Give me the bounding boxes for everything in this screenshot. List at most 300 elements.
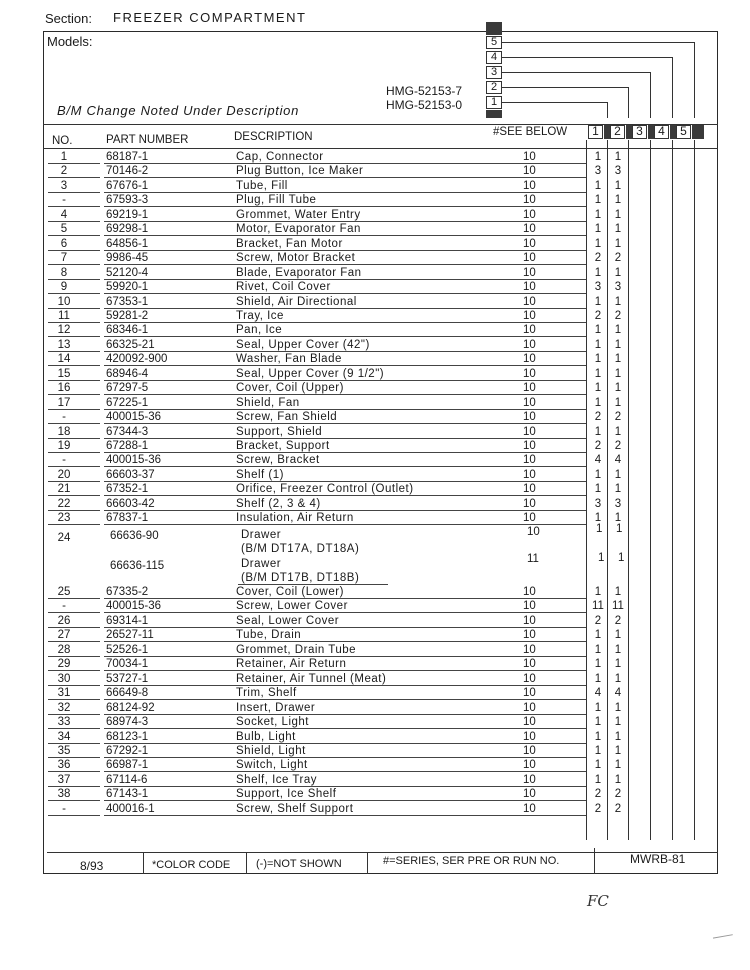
connector-5-h <box>502 42 694 43</box>
table-row <box>0 686 750 700</box>
model-col-1: 1 <box>588 125 603 139</box>
part-description: Insulation, Air Return <box>236 512 354 525</box>
qty-model-2: 3 <box>614 281 622 294</box>
see-below-value: 10 <box>523 440 536 452</box>
connector-5-v <box>694 42 695 118</box>
see-below-value: 10 <box>523 309 536 322</box>
part-number: 68123-1 <box>106 730 149 743</box>
item-number: 20 <box>57 468 71 481</box>
drawer-note-a: (B/M DT17A, DT18A) <box>241 543 360 555</box>
part-number: 67335-2 <box>106 586 149 598</box>
table-row <box>0 410 750 424</box>
connector-1-h <box>502 102 607 103</box>
qty-model-1: 1 <box>594 512 602 525</box>
item-number: 19 <box>57 440 71 452</box>
part-description: Screw, Bracket <box>236 454 320 467</box>
model-number-7: HMG-52153-7 <box>386 84 463 98</box>
part-description: Cover, Coil (Lower) <box>236 586 344 598</box>
table-row <box>0 381 750 395</box>
qty-model-1: 1 <box>594 483 602 496</box>
qty-model-2: 2 <box>614 411 622 424</box>
item-number: 30 <box>57 672 71 685</box>
item-number: 12 <box>57 324 71 337</box>
part-number: 67288-1 <box>106 440 149 452</box>
table-row <box>0 585 750 599</box>
section-value: FREEZER COMPARTMENT <box>113 10 307 25</box>
table-row <box>0 744 750 758</box>
item-number: 22 <box>57 497 71 510</box>
qty-model-2: 1 <box>614 512 622 525</box>
part-description: Motor, Evaporator Fan <box>236 223 361 236</box>
item-number: 25 <box>57 586 71 598</box>
qty-model-2: 1 <box>614 396 622 409</box>
qty-model-1: 1 <box>594 658 602 671</box>
qty-model-2: 1 <box>614 773 622 786</box>
part-description: Screw, Shelf Support <box>236 802 354 815</box>
see-below-value: 10 <box>523 266 536 279</box>
model-col-5: 5 <box>676 125 691 139</box>
item-number: 11 <box>58 309 70 322</box>
qty-model-1: 1 <box>594 353 602 366</box>
table-row <box>0 150 750 164</box>
part-number: 52526-1 <box>106 643 149 656</box>
drawer-note-b: (B/M DT17B, DT18B) <box>241 572 360 584</box>
part-number: 67344-3 <box>106 425 149 438</box>
table-row <box>0 352 750 366</box>
part-number: 9986-45 <box>106 252 149 265</box>
item-number: 4 <box>60 208 68 221</box>
item-number: 32 <box>57 701 71 714</box>
qty-model-1: 1 <box>594 266 602 279</box>
item-number: 15 <box>57 367 71 380</box>
qty-model-2: 1 <box>614 237 622 250</box>
drawer-see-a: 10 <box>527 526 540 538</box>
table-row <box>0 758 750 772</box>
table-row <box>0 251 750 265</box>
qty-model-2: 1 <box>614 716 622 729</box>
table-row <box>0 164 750 178</box>
table-row <box>0 773 750 787</box>
qty-model-1: 3 <box>594 281 602 294</box>
part-number: 67114-6 <box>106 773 148 786</box>
item-number: 8 <box>60 266 68 279</box>
item-number: 35 <box>57 744 71 757</box>
qty-model-1: 1 <box>594 237 602 250</box>
row-underline-main <box>104 815 586 816</box>
drawer-qty-b1: 1 <box>598 552 605 564</box>
qty-model-2: 1 <box>614 701 622 714</box>
see-below-value: 10 <box>523 223 536 236</box>
connector-4-h <box>502 57 672 58</box>
part-description: Screw, Motor Bracket <box>236 252 356 265</box>
table-row <box>0 323 750 337</box>
see-below-value: 10 <box>523 716 536 729</box>
see-below-value: 10 <box>523 151 536 163</box>
item-number: 38 <box>57 788 71 801</box>
part-description: Shield, Light <box>236 744 306 757</box>
table-row <box>0 468 750 482</box>
part-number: 67593-3 <box>106 194 149 207</box>
part-number: 26527-11 <box>106 629 154 642</box>
qty-model-2: 1 <box>614 208 622 221</box>
item-number: 27 <box>57 629 71 642</box>
series-box-5: 5 <box>486 36 502 49</box>
qty-model-2: 1 <box>614 353 622 366</box>
qty-model-1: 1 <box>594 643 602 656</box>
qty-model-1: 1 <box>594 716 602 729</box>
footer-series-note: #=SERIES, SER PRE OR RUN NO. <box>383 855 560 867</box>
col-header-see-below: #SEE BELOW <box>493 126 568 138</box>
model-col-4: 4 <box>654 125 669 139</box>
row-underline-left <box>48 524 100 525</box>
table-row <box>0 208 750 222</box>
series-box-1: 1 <box>486 96 502 109</box>
part-description: Seal, Upper Cover (9 1/2") <box>236 367 385 380</box>
part-number: 66987-1 <box>106 759 149 772</box>
part-number: 66603-37 <box>106 468 155 481</box>
drawer-qty-a2: 1 <box>616 523 623 535</box>
part-number: 400016-1 <box>106 802 155 815</box>
item-number: 21 <box>57 483 71 496</box>
part-number: 69314-1 <box>106 614 149 627</box>
see-below-value: 10 <box>523 382 536 395</box>
see-below-value: 10 <box>523 643 536 656</box>
part-description: Plug, Fill Tube <box>236 194 317 207</box>
item-number: 7 <box>60 252 68 265</box>
see-below-value: 10 <box>523 773 536 786</box>
qty-model-1: 1 <box>594 672 602 685</box>
qty-model-1: 1 <box>594 468 602 481</box>
qty-model-1: 1 <box>594 629 602 642</box>
part-description: Retainer, Air Return <box>236 658 347 671</box>
see-below-value: 10 <box>523 586 536 598</box>
qty-model-1: 1 <box>594 324 602 337</box>
see-below-value: 10 <box>523 295 536 308</box>
qty-model-2: 1 <box>614 468 622 481</box>
table-row <box>0 425 750 439</box>
see-below-value: 10 <box>523 454 536 467</box>
part-description: Tube, Fill <box>236 179 288 192</box>
item-number: 17 <box>57 396 71 409</box>
part-number: 59281-2 <box>106 309 149 322</box>
qty-model-1: 1 <box>594 223 602 236</box>
qty-model-1: 1 <box>594 295 602 308</box>
see-below-value: 10 <box>523 179 536 192</box>
item-number: 2 <box>60 165 68 178</box>
drawer-desc-a: Drawer <box>241 529 282 541</box>
part-number: 68124-92 <box>106 701 155 714</box>
see-below-value: 10 <box>523 338 536 351</box>
qty-model-2: 4 <box>614 687 622 700</box>
see-below-value: 10 <box>523 194 536 207</box>
item-number: 36 <box>57 759 71 772</box>
qty-model-2: 3 <box>614 165 622 178</box>
qty-model-2: 1 <box>614 759 622 772</box>
qty-model-2: 2 <box>614 440 622 452</box>
table-row <box>0 482 750 496</box>
series-box-4: 4 <box>486 51 502 64</box>
part-number: 67292-1 <box>106 744 149 757</box>
qty-model-2: 2 <box>614 788 622 801</box>
part-number: 67352-1 <box>106 483 149 496</box>
item-number: 37 <box>57 773 71 786</box>
part-description: Shelf (1) <box>236 468 284 481</box>
part-description: Pan, Ice <box>236 324 283 337</box>
handwritten-mark: FC <box>587 892 609 910</box>
table-row <box>0 266 750 280</box>
item-number: - <box>62 411 66 424</box>
qty-model-2: 2 <box>614 802 622 815</box>
see-below-value: 10 <box>523 483 536 496</box>
see-below-value: 10 <box>523 802 536 815</box>
item-number: 14 <box>57 353 71 366</box>
table-row <box>0 497 750 511</box>
qty-model-2: 2 <box>614 252 622 265</box>
footer-not-shown: (-)=NOT SHOWN <box>256 858 342 870</box>
see-below-value: 10 <box>523 701 536 714</box>
qty-model-2: 1 <box>614 151 622 163</box>
part-description: Support, Shield <box>236 425 323 438</box>
item-number: - <box>62 194 66 207</box>
drawer-see-b: 11 <box>527 553 539 565</box>
part-description: Insert, Drawer <box>236 701 316 714</box>
part-number: 67837-1 <box>106 512 149 525</box>
table-row <box>0 193 750 207</box>
item-number: 26 <box>57 614 71 627</box>
item-number: 9 <box>60 281 68 294</box>
part-number: 67297-5 <box>106 382 149 395</box>
drawer-part-number-b: 66636-115 <box>110 560 165 572</box>
table-row <box>0 628 750 642</box>
row-underline-main <box>104 524 586 525</box>
table-row <box>0 672 750 686</box>
item-number: 5 <box>60 223 68 236</box>
qty-model-1: 2 <box>594 440 602 452</box>
part-description: Switch, Light <box>236 759 308 772</box>
part-number: 400015-36 <box>106 411 161 424</box>
see-below-value: 10 <box>523 468 536 481</box>
part-description: Shield, Air Directional <box>236 295 357 308</box>
models-label: Models: <box>47 34 93 49</box>
item-number: 13 <box>57 338 71 351</box>
item-number: - <box>62 454 66 467</box>
item-number: 10 <box>57 295 71 308</box>
part-description: Seal, Lower Cover <box>236 614 340 627</box>
part-number: 400015-36 <box>106 454 161 467</box>
table-row <box>0 396 750 410</box>
table-row <box>0 280 750 294</box>
table-row <box>0 643 750 657</box>
col-header-no: NO. <box>52 135 73 147</box>
drawer-qty-a1: 1 <box>596 523 603 535</box>
qty-model-2: 1 <box>614 672 622 685</box>
qty-model-2: 3 <box>614 497 622 510</box>
footer-date: 8/93 <box>80 859 104 873</box>
part-description: Screw, Fan Shield <box>236 411 338 424</box>
part-description: Socket, Light <box>236 716 309 729</box>
qty-model-2: 2 <box>614 309 622 322</box>
qty-model-1: 2 <box>594 614 602 627</box>
see-below-value: 10 <box>523 672 536 685</box>
qty-model-1: 1 <box>594 194 602 207</box>
part-description: Support, Ice Shelf <box>236 788 337 801</box>
part-number: 70146-2 <box>106 165 149 178</box>
item-number: 28 <box>57 643 71 656</box>
part-number: 67143-1 <box>106 788 149 801</box>
connector-1-v <box>607 102 608 118</box>
qty-model-1: 2 <box>594 802 602 815</box>
part-number: 52120-4 <box>106 266 149 279</box>
part-number: 53727-1 <box>106 672 149 685</box>
qty-model-2: 1 <box>614 483 622 496</box>
row-underline-left <box>48 815 100 816</box>
model-col-shade-c <box>648 125 654 139</box>
qty-model-1: 1 <box>594 744 602 757</box>
part-number: 67353-1 <box>106 295 149 308</box>
qty-model-1: 3 <box>594 497 602 510</box>
item-number: 33 <box>57 716 71 729</box>
part-description: Shelf (2, 3 & 4) <box>236 497 321 510</box>
part-description: Grommet, Water Entry <box>236 208 361 221</box>
model-col-shade-b <box>626 125 632 139</box>
see-below-value: 10 <box>523 208 536 221</box>
header-rule-bottom <box>43 148 718 149</box>
qty-model-1: 3 <box>594 165 602 178</box>
see-below-value: 10 <box>523 629 536 642</box>
qty-model-2: 1 <box>614 266 622 279</box>
model-col-2: 2 <box>610 125 625 139</box>
part-description: Bracket, Fan Motor <box>236 237 343 250</box>
see-below-value: 10 <box>523 324 536 337</box>
qty-model-1: 4 <box>594 687 602 700</box>
table-row <box>0 367 750 381</box>
qty-model-1: 1 <box>594 759 602 772</box>
qty-model-2: 1 <box>614 338 622 351</box>
see-below-value: 10 <box>523 367 536 380</box>
part-description: Retainer, Air Tunnel (Meat) <box>236 672 387 685</box>
part-description: Screw, Lower Cover <box>236 600 348 613</box>
see-below-value: 10 <box>523 744 536 757</box>
qty-model-1: 1 <box>594 208 602 221</box>
part-description: Bracket, Support <box>236 440 330 452</box>
table-row <box>0 614 750 628</box>
part-number: 420092-900 <box>106 353 168 366</box>
see-below-value: 10 <box>523 396 536 409</box>
drawer-part-number-a: 66636-90 <box>110 530 159 542</box>
model-col-shade-a <box>604 125 610 139</box>
table-row <box>0 295 750 309</box>
qty-model-2: 1 <box>614 425 622 438</box>
series-box-shaded-top <box>486 22 502 35</box>
part-number: 400015-36 <box>106 600 161 613</box>
bm-change-note: B/M Change Noted Under Description <box>57 103 300 118</box>
qty-model-1: 1 <box>594 586 602 598</box>
table-row <box>0 511 750 525</box>
model-number-0: HMG-52153-0 <box>386 98 463 112</box>
see-below-value: 10 <box>523 512 536 525</box>
see-below-value: 10 <box>523 425 536 438</box>
item-number: - <box>62 802 66 815</box>
see-below-value: 10 <box>523 600 536 613</box>
qty-model-1: 1 <box>594 382 602 395</box>
qty-model-1: 2 <box>594 309 602 322</box>
part-number: 69219-1 <box>106 208 149 221</box>
section-label: Section: <box>45 11 92 26</box>
see-below-value: 10 <box>523 353 536 366</box>
qty-model-2: 1 <box>614 194 622 207</box>
qty-model-2: 1 <box>614 179 622 192</box>
part-description: Blade, Evaporator Fan <box>236 266 362 279</box>
part-number: 68974-3 <box>106 716 149 729</box>
item-number: 1 <box>60 151 68 163</box>
footer-sep-2 <box>246 852 247 874</box>
qty-model-1: 1 <box>594 701 602 714</box>
drawer-desc-b: Drawer <box>241 558 282 570</box>
connector-3-h <box>502 72 650 73</box>
connector-2-h <box>502 87 628 88</box>
qty-model-1: 1 <box>594 179 602 192</box>
footer-sep-1 <box>143 852 144 874</box>
part-number: 68346-1 <box>106 324 149 337</box>
item-number: 34 <box>57 730 71 743</box>
qty-model-2: 2 <box>614 614 622 627</box>
part-description: Cover, Coil (Upper) <box>236 382 344 395</box>
see-below-value: 10 <box>523 759 536 772</box>
table-row <box>0 439 750 453</box>
item-number: 23 <box>57 512 71 525</box>
drawer-qty-b2: 1 <box>618 552 625 564</box>
qty-model-1: 2 <box>594 788 602 801</box>
table-row <box>0 802 750 816</box>
see-below-value: 10 <box>523 281 536 294</box>
model-col-3: 3 <box>632 125 647 139</box>
see-below-value: 10 <box>523 252 536 265</box>
table-row <box>0 730 750 744</box>
part-number: 66325-21 <box>106 338 155 351</box>
footer-sep-4 <box>594 848 595 874</box>
qty-model-2: 1 <box>614 586 622 598</box>
part-description: Plug Button, Ice Maker <box>236 165 364 178</box>
qty-model-2: 1 <box>614 629 622 642</box>
see-below-value: 10 <box>523 411 536 424</box>
series-box-2: 2 <box>486 81 502 94</box>
qty-model-2: 1 <box>614 324 622 337</box>
part-number: 66603-42 <box>106 497 155 510</box>
qty-model-1: 1 <box>594 338 602 351</box>
item-number: 18 <box>57 425 71 438</box>
qty-model-2: 1 <box>614 295 622 308</box>
table-row <box>0 599 750 613</box>
part-description: Rivet, Coil Cover <box>236 281 331 294</box>
qty-model-1: 1 <box>594 773 602 786</box>
item-number: 3 <box>60 179 68 192</box>
model-col-shade-e <box>692 125 704 139</box>
part-number: 68187-1 <box>106 151 149 163</box>
footer-rule <box>47 852 718 853</box>
connector-3-v <box>650 72 651 118</box>
part-description: Tube, Drain <box>236 629 302 642</box>
page-corner-scribble <box>711 924 733 938</box>
part-number: 69298-1 <box>106 223 149 236</box>
part-number: 67225-1 <box>106 396 149 409</box>
see-below-value: 10 <box>523 730 536 743</box>
table-row <box>0 787 750 801</box>
part-number: 59920-1 <box>106 281 149 294</box>
col-header-part-number: PART NUMBER <box>106 134 189 146</box>
qty-model-2: 1 <box>614 367 622 380</box>
footer-sep-3 <box>367 852 368 874</box>
qty-model-2: 1 <box>614 382 622 395</box>
